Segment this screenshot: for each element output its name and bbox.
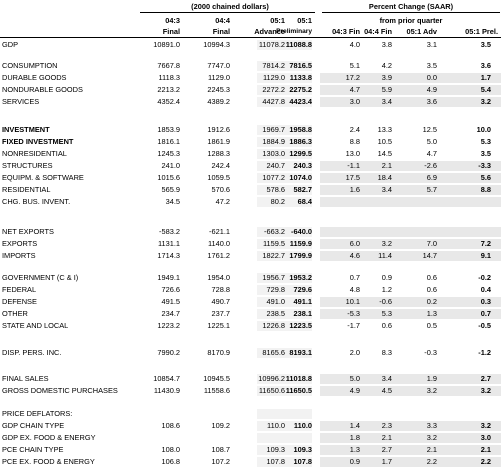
value-cell: 241.0 <box>161 161 180 170</box>
value-cell: 1799.9 <box>289 251 312 260</box>
value-cell: 1140.0 <box>207 239 230 248</box>
value-cell: 10994.3 <box>203 40 230 49</box>
row-label: GDP <box>2 40 19 49</box>
value-cell: 729.6 <box>293 285 312 294</box>
value-cell: 4352.4 <box>157 97 180 106</box>
value-cell: 8165.6 <box>262 348 285 357</box>
row-label: GOVERNMENT (C & I) <box>2 273 79 282</box>
pct-cell: -1.7 <box>347 321 360 330</box>
type-header: Preliminary <box>276 28 312 35</box>
pct-cell: 1.2 <box>381 285 392 294</box>
pct-cell: -1.1 <box>347 161 360 170</box>
period-header: 05:1 <box>270 16 285 25</box>
row-label: GDP EX. FOOD & ENERGY <box>2 433 96 442</box>
value-cell: 8170.9 <box>207 348 230 357</box>
pct-cell: 0.0 <box>426 73 437 82</box>
row-label: FINAL SALES <box>2 374 49 383</box>
group-header-percent: Percent Change (SAAR) <box>368 2 454 11</box>
pct-cell: -3.3 <box>478 161 491 170</box>
row-label: NONDURABLE GOODS <box>2 85 83 94</box>
value-cell: 1226.8 <box>262 321 285 330</box>
pct-cell: 9.1 <box>480 251 491 260</box>
value-cell: 107.8 <box>293 457 312 466</box>
header-group-row <box>0 2 501 12</box>
pct-cell: 5.0 <box>426 137 437 146</box>
table-row <box>0 197 501 207</box>
value-cell: 729.8 <box>266 285 285 294</box>
pct-cell: 7.0 <box>426 239 437 248</box>
pct-cell: 5.0 <box>349 374 360 383</box>
value-cell: 1129.0 <box>207 73 230 82</box>
value-cell: 108.0 <box>161 445 180 454</box>
value-cell: 10996.2 <box>258 374 285 383</box>
value-cell: -621.1 <box>209 227 230 236</box>
row-label: FEDERAL <box>2 285 37 294</box>
preliminary-cell-bg <box>257 433 312 443</box>
table-row <box>0 137 501 147</box>
pct-cell: -2.6 <box>424 161 437 170</box>
pct-cell: 5.1 <box>349 61 360 70</box>
value-cell: 1059.5 <box>207 173 230 182</box>
value-cell: 1159.9 <box>289 239 312 248</box>
value-cell: 238.1 <box>293 309 312 318</box>
pct-cell: 5.7 <box>426 185 437 194</box>
value-cell: 11650.5 <box>285 386 312 395</box>
value-cell: 2245.3 <box>207 85 230 94</box>
table-row <box>0 239 501 249</box>
value-cell: 726.6 <box>161 285 180 294</box>
value-cell: 108.6 <box>161 421 180 430</box>
table-row <box>0 297 501 307</box>
pct-cell: 1.7 <box>480 73 491 82</box>
value-cell: 2213.2 <box>157 85 180 94</box>
value-cell: 1223.2 <box>157 321 180 330</box>
row-label: SERVICES <box>2 97 40 106</box>
table-row <box>0 321 501 331</box>
pct-cell: -0.2 <box>478 273 491 282</box>
table-row <box>0 285 501 295</box>
pct-cell: 13.3 <box>377 125 392 134</box>
pct-cell: 1.6 <box>349 185 360 194</box>
row-shade <box>320 197 501 207</box>
row-label: PCE EX. FOOD & ENERGY <box>2 457 95 466</box>
value-cell: 578.6 <box>266 185 285 194</box>
pct-cell: 3.5 <box>426 61 437 70</box>
value-cell: 1884.9 <box>262 137 285 146</box>
value-cell: 582.7 <box>293 185 312 194</box>
pct-cell: 4.6 <box>349 251 360 260</box>
value-cell: 108.7 <box>211 445 230 454</box>
pct-col-header: 05:1 Prel. <box>465 27 498 36</box>
pct-cell: 3.9 <box>381 73 392 82</box>
value-cell: 1969.7 <box>262 125 285 134</box>
pct-cell: 3.4 <box>381 185 392 194</box>
pct-cell: 18.4 <box>377 173 392 182</box>
value-cell: 4427.8 <box>262 97 285 106</box>
value-cell: 1245.3 <box>157 149 180 158</box>
value-cell: 242.4 <box>211 161 230 170</box>
pct-cell: 5.4 <box>480 85 491 94</box>
row-label: EQUIPM. & SOFTWARE <box>2 173 84 182</box>
pct-cell: 1.3 <box>426 309 437 318</box>
pct-cell: 0.6 <box>381 321 392 330</box>
header-bottom-rule <box>0 37 501 38</box>
value-cell: 1288.3 <box>207 149 230 158</box>
value-cell: 728.8 <box>211 285 230 294</box>
row-label: DISP. PERS. INC. <box>2 348 62 357</box>
value-cell: 240.7 <box>266 161 285 170</box>
value-cell: 491.0 <box>266 297 285 306</box>
row-label: RESIDENTIAL <box>2 185 51 194</box>
table-row <box>0 73 501 83</box>
period-header: 05:1 <box>297 16 312 25</box>
row-label: GDP CHAIN TYPE <box>2 421 65 430</box>
value-cell: 80.2 <box>270 197 285 206</box>
row-label: IMPORTS <box>2 251 36 260</box>
value-cell: 110.0 <box>267 421 285 430</box>
pct-cell: 4.0 <box>349 40 360 49</box>
value-cell: 1761.2 <box>207 251 230 260</box>
value-cell: 1886.3 <box>289 137 312 146</box>
row-label: PRICE DEFLATORS: <box>2 409 73 418</box>
value-cell: 238.5 <box>266 309 285 318</box>
table-row <box>0 161 501 171</box>
value-cell: 2275.2 <box>289 85 312 94</box>
pct-cell: 13.0 <box>345 149 360 158</box>
pct-cell: 1.4 <box>349 421 360 430</box>
value-cell: 1853.9 <box>157 125 180 134</box>
value-cell: 1714.3 <box>157 251 180 260</box>
value-cell: 106.8 <box>161 457 180 466</box>
table-row <box>0 40 501 50</box>
pct-cell: 3.2 <box>480 386 491 395</box>
value-cell: 11088.8 <box>285 40 312 49</box>
pct-col-header: 04:3 Fin <box>332 27 360 36</box>
table-row <box>0 251 501 261</box>
pct-cell: 0.7 <box>480 309 491 318</box>
pct-cell: 5.3 <box>381 309 392 318</box>
value-cell: 109.3 <box>266 445 285 454</box>
value-cell: 1954.0 <box>207 273 230 282</box>
value-cell: 491.1 <box>293 297 312 306</box>
pct-cell: 11.4 <box>378 251 392 260</box>
pct-cell: 2.7 <box>480 374 491 383</box>
pct-cell: 1.7 <box>381 457 392 466</box>
pct-cell: 14.7 <box>422 251 437 260</box>
pct-cell: 3.4 <box>381 374 392 383</box>
value-cell: 1129.0 <box>262 73 285 82</box>
pct-cell: 1.3 <box>349 445 360 454</box>
pct-cell: 5.6 <box>480 173 491 182</box>
row-label: STATE AND LOCAL <box>2 321 69 330</box>
value-cell: 1303.0 <box>262 149 285 158</box>
row-label: NET EXPORTS <box>2 227 54 236</box>
pct-cell: 4.9 <box>426 85 437 94</box>
period-header: 04:3 <box>165 16 180 25</box>
pct-cell: 0.3 <box>480 297 491 306</box>
value-cell: 107.8 <box>266 457 285 466</box>
table-row <box>0 227 501 237</box>
pct-cell: 2.4 <box>349 125 360 134</box>
value-cell: 34.5 <box>165 197 180 206</box>
value-cell: 1912.6 <box>207 125 230 134</box>
row-shade <box>320 227 501 237</box>
row-label: PCE CHAIN TYPE <box>2 445 64 454</box>
value-cell: 4389.2 <box>207 97 230 106</box>
value-cell: -663.2 <box>264 227 285 236</box>
row-label: NONRESIDENTIAL <box>2 149 67 158</box>
table-row <box>0 348 501 358</box>
value-cell: 2272.2 <box>262 85 285 94</box>
value-cell: 490.7 <box>211 297 230 306</box>
table-row <box>0 457 501 467</box>
value-cell: 11650.6 <box>258 386 285 395</box>
pct-cell: 0.6 <box>426 273 437 282</box>
pct-cell: 3.6 <box>480 61 491 70</box>
value-cell: 1223.5 <box>289 321 312 330</box>
table-row <box>0 125 501 135</box>
value-cell: 1133.8 <box>289 73 312 82</box>
period-header: 04:4 <box>215 16 230 25</box>
value-cell: 1953.2 <box>289 273 312 282</box>
row-label: INVESTMENT <box>2 125 50 134</box>
pct-cell: 4.7 <box>349 85 360 94</box>
pct-cell: 3.5 <box>480 40 491 49</box>
value-cell: 570.6 <box>211 185 230 194</box>
value-cell: 1822.7 <box>262 251 285 260</box>
value-cell: 11430.9 <box>153 386 180 395</box>
pct-cell: 2.2 <box>426 457 437 466</box>
table-row <box>0 273 501 283</box>
pct-cell: 5.9 <box>381 85 392 94</box>
table-row <box>0 374 501 384</box>
value-cell: 10891.0 <box>153 40 180 49</box>
table-row <box>0 421 501 431</box>
row-label: DURABLE GOODS <box>2 73 67 82</box>
row-label: CONSUMPTION <box>2 61 58 70</box>
value-cell: 10854.7 <box>153 374 180 383</box>
pct-cell: 3.2 <box>426 386 437 395</box>
pct-cell: 1.9 <box>426 374 437 383</box>
value-cell: 10945.5 <box>203 374 230 383</box>
pct-cell: 17.2 <box>345 73 360 82</box>
pct-cell: 2.1 <box>480 445 491 454</box>
value-cell: 11078.2 <box>258 40 285 49</box>
value-cell: 1077.2 <box>262 173 285 182</box>
pct-cell: 2.3 <box>381 421 392 430</box>
row-label: DEFENSE <box>2 297 37 306</box>
table-row <box>0 149 501 159</box>
value-cell: 237.7 <box>211 309 230 318</box>
row-label: OTHER <box>2 309 28 318</box>
pct-cell: 3.2 <box>426 433 437 442</box>
pct-cell: 5.3 <box>480 137 491 146</box>
value-cell: 11558.6 <box>203 386 230 395</box>
value-cell: 47.2 <box>215 197 230 206</box>
value-cell: 4423.4 <box>289 97 312 106</box>
table-row <box>0 61 501 71</box>
pct-cell: -0.3 <box>424 348 437 357</box>
value-cell: 1299.5 <box>289 149 312 158</box>
pct-cell: 2.1 <box>381 161 392 170</box>
value-cell: 7814.2 <box>262 61 285 70</box>
pct-cell: 4.8 <box>349 285 360 294</box>
pct-cell: 6.9 <box>426 173 437 182</box>
pct-cell: -0.6 <box>379 297 392 306</box>
pct-cell: 10.0 <box>476 125 491 134</box>
pct-cell: 17.5 <box>345 173 360 182</box>
header-rule-levels <box>140 12 315 13</box>
value-cell: 109.2 <box>211 421 230 430</box>
value-cell: 7990.2 <box>157 348 180 357</box>
value-cell: 1015.6 <box>157 173 180 182</box>
pct-cell: 3.1 <box>426 40 437 49</box>
value-cell: 1958.8 <box>289 125 312 134</box>
pct-cell: 3.3 <box>426 421 437 430</box>
row-label: EXPORTS <box>2 239 38 248</box>
value-cell: 109.3 <box>293 445 312 454</box>
pct-cell: 4.5 <box>381 386 392 395</box>
pct-cell: 2.0 <box>349 348 360 357</box>
pct-cell: 14.5 <box>377 149 392 158</box>
pct-cell: 3.8 <box>381 40 392 49</box>
row-label: GROSS DOMESTIC PURCHASES <box>2 386 118 395</box>
pct-cell: 8.3 <box>381 348 392 357</box>
pct-cell: 0.5 <box>426 321 437 330</box>
value-cell: 1131.1 <box>157 239 180 248</box>
table-row <box>0 185 501 195</box>
pct-cell: 0.6 <box>426 285 437 294</box>
value-cell: 8193.1 <box>289 348 312 357</box>
pct-cell: 10.5 <box>377 137 392 146</box>
pct-cell: 10.1 <box>345 297 360 306</box>
value-cell: 1074.0 <box>289 173 312 182</box>
pct-cell: 4.9 <box>349 386 360 395</box>
header-type-row <box>0 27 501 37</box>
table-row <box>0 409 501 419</box>
group-header-levels: (2000 chained dollars) <box>191 2 269 11</box>
type-header: Final <box>162 27 180 36</box>
pct-cell: 2.2 <box>480 457 491 466</box>
value-cell: 7816.5 <box>289 61 312 70</box>
pct-cell: 0.7 <box>349 273 360 282</box>
type-header: Final <box>212 27 230 36</box>
header-period-row <box>0 16 501 26</box>
pct-cell: 3.6 <box>426 97 437 106</box>
pct-cell: 3.2 <box>381 239 392 248</box>
pct-cell: 2.1 <box>426 445 437 454</box>
row-label: STRUCTURES <box>2 161 53 170</box>
value-cell: -640.0 <box>291 227 312 236</box>
pct-cell: 0.9 <box>349 457 360 466</box>
value-cell: 1949.1 <box>157 273 180 282</box>
table-row <box>0 433 501 443</box>
pct-cell: 4.2 <box>381 61 392 70</box>
value-cell: 11018.8 <box>285 374 312 383</box>
pct-cell: 0.9 <box>381 273 392 282</box>
table-row <box>0 97 501 107</box>
pct-cell: -1.2 <box>478 348 491 357</box>
table-row <box>0 445 501 455</box>
pct-cell: 6.0 <box>349 239 360 248</box>
pct-cell: 8.8 <box>349 137 360 146</box>
value-cell: -583.2 <box>159 227 180 236</box>
value-cell: 565.9 <box>161 185 180 194</box>
pct-cell: 0.2 <box>426 297 437 306</box>
type-header: Advance <box>254 27 285 36</box>
pct-cell: 3.0 <box>480 433 491 442</box>
pct-cell: -5.3 <box>347 309 360 318</box>
table-row <box>0 309 501 319</box>
pct-cell: 3.2 <box>480 421 491 430</box>
pct-cell: 3.2 <box>480 97 491 106</box>
pct-col-header: 04:4 Fin <box>364 27 392 36</box>
header-rule-percent <box>322 12 500 13</box>
pct-cell: 8.8 <box>480 185 491 194</box>
pct-cell: 3.0 <box>349 97 360 106</box>
value-cell: 1159.5 <box>262 239 285 248</box>
value-cell: 68.4 <box>297 197 312 206</box>
table-row <box>0 173 501 183</box>
row-label: CHG. BUS. INVENT. <box>2 197 71 206</box>
value-cell: 110.0 <box>293 421 312 430</box>
preliminary-cell-bg <box>257 409 312 419</box>
value-cell: 1225.1 <box>207 321 230 330</box>
value-cell: 491.5 <box>161 297 180 306</box>
value-cell: 107.2 <box>211 457 230 466</box>
value-cell: 7667.8 <box>157 61 180 70</box>
value-cell: 7747.0 <box>207 61 230 70</box>
pct-cell: 12.5 <box>422 125 437 134</box>
table-row <box>0 85 501 95</box>
pct-cell: -0.5 <box>478 321 491 330</box>
pct-cell: 2.1 <box>381 433 392 442</box>
value-cell: 1816.1 <box>157 137 180 146</box>
pct-cell: 1.8 <box>349 433 360 442</box>
group-subheader-percent: from prior quarter <box>379 16 443 25</box>
pct-cell: 3.4 <box>381 97 392 106</box>
row-label: FIXED INVESTMENT <box>2 137 74 146</box>
pct-cell: 7.2 <box>480 239 491 248</box>
value-cell: 240.3 <box>293 161 312 170</box>
pct-cell: 3.5 <box>480 149 491 158</box>
pct-col-header: 05:1 Adv <box>406 27 437 36</box>
pct-cell: 4.7 <box>426 149 437 158</box>
pct-cell: 0.4 <box>480 285 491 294</box>
value-cell: 1118.3 <box>158 73 180 82</box>
value-cell: 1956.7 <box>262 273 285 282</box>
value-cell: 234.7 <box>161 309 180 318</box>
pct-cell: 2.7 <box>381 445 392 454</box>
value-cell: 1861.9 <box>207 137 230 146</box>
table-row <box>0 386 501 396</box>
